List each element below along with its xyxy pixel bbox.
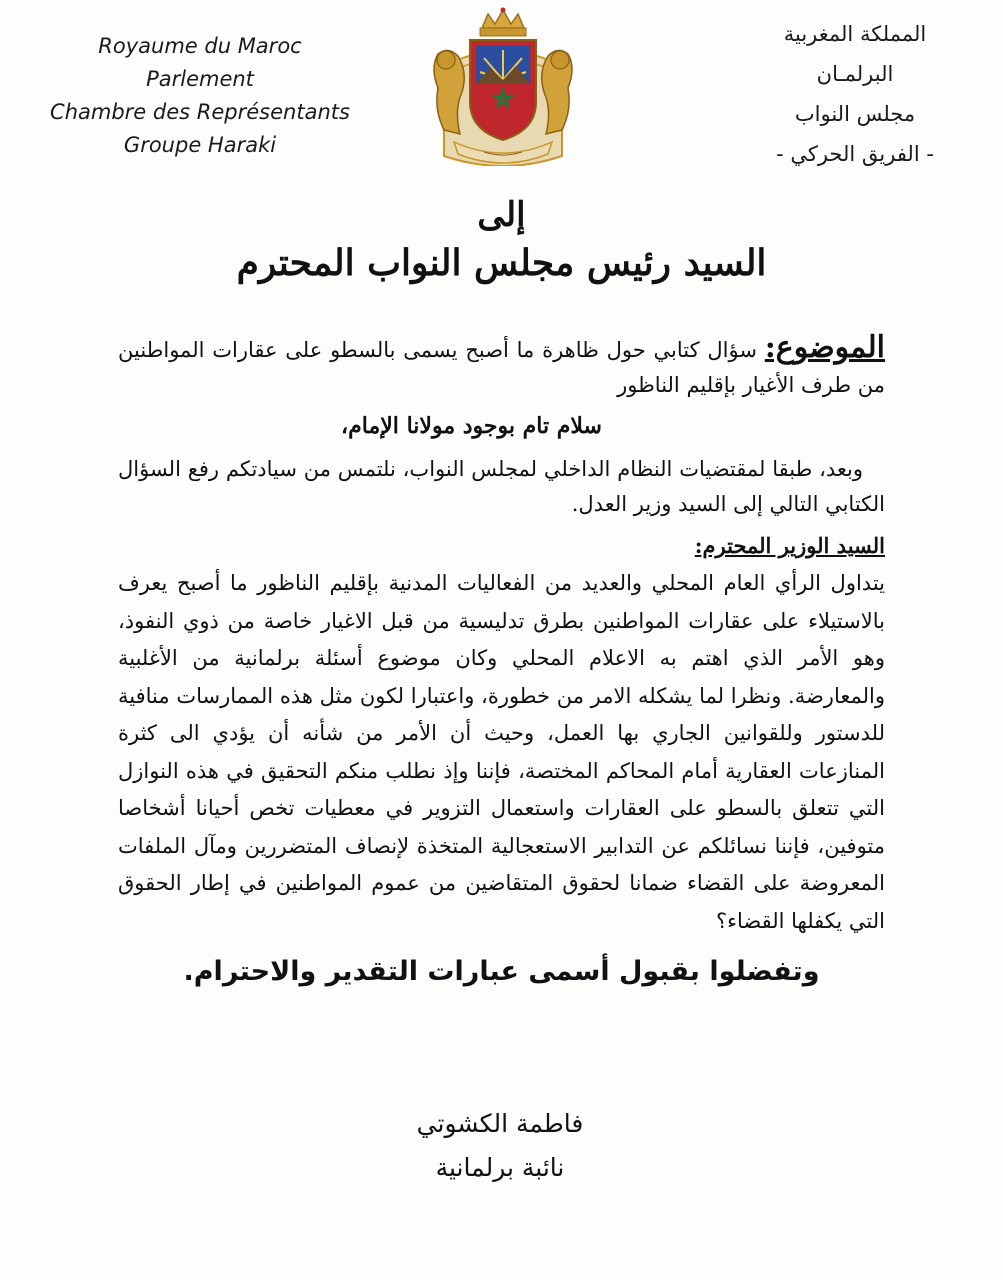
closing-formula: وتفضلوا بقبول أسمى عبارات التقدير والاحترام. xyxy=(183,956,820,987)
french-letterhead xyxy=(40,30,360,162)
signatory-role: نائبة برلمانية xyxy=(435,1153,565,1182)
addressee-title: السيد رئيس مجلس النواب المحترم xyxy=(236,242,767,284)
letterhead-line-kingdom: Royaume du Maroc xyxy=(98,34,302,58)
letterhead-ar-line-parliament: البرلمـان xyxy=(816,62,894,86)
signatory-name: فاطمة الكشوتي xyxy=(416,1109,584,1138)
signature-block xyxy=(360,1102,640,1190)
letterhead-ar-line-chamber: مجلس النواب xyxy=(794,102,916,126)
letterhead-line-group: Groupe Haraki xyxy=(123,133,277,157)
subject-text: سؤال كتابي حول ظاهرة ما أصبح يسمى بالسطو على عقارات المواطنين من طرف الأغيار بإقليم الناظور xyxy=(118,338,885,397)
minister-salutation: السيد الوزير المحترم: xyxy=(694,533,885,558)
arabic-letterhead xyxy=(755,14,955,174)
greeting: سلام تام بوجود مولانا الإمام، xyxy=(341,413,602,439)
letterhead-line-parliament: Parlement xyxy=(146,67,254,91)
letterhead-ar-line-kingdom: المملكة المغربية xyxy=(783,22,927,46)
subject-label: الموضوع: xyxy=(764,330,885,365)
intro-paragraph: وبعد، طبقا لمقتضيات النظام الداخلي لمجلس النواب، نلتمس من سيادتكم رفع السؤال الكتابي التالي إلى السيد وزير العدل. xyxy=(118,457,885,516)
letterhead-line-chamber: Chambre des Représentants xyxy=(50,100,350,124)
letterhead-ar-line-group: - الفريق الحركي - xyxy=(776,142,934,166)
addressee-prefix: إلى xyxy=(477,195,526,235)
letter-body xyxy=(118,330,885,989)
coat-of-arms-icon xyxy=(424,6,582,166)
question-paragraph: يتداول الرأي العام المحلي والعديد من الفعاليات المدنية بإقليم الناظور ما أصبح يعرف بالاستيلاء على عقارات المواطنين بطرق تدليسية من قبل الاغيار خاصة من ذوي النفوذ، وهو الأمر الذي اهتم به الاعلام المحلي وكان موضوع أسئلة برلمانية من الأغلبية والمعارضة. ونظرا لما يشكله الامر من خطورة، واعتبارا لكون مثل هذه الممارسات منافية للدستور وللقوانين الجاري بها العمل، وحيث أن الأمر من شأنه أن يؤدي الى كثرة المنازعات العقارية أمام المحاكم المختصة، فإننا وإذ نطلب منكم التحقيق في هذه النوازل التي تتعلق بالسطو على العقارات واستعمال التزوير في معطيات تخص أحيانا أشخاصا متوفين، فإننا نسائلكم عن التدابير الاستعجالية المتخذة لإنصاف المتضررين ومآل الملفات المعروضة على القضاء ضمانا لحقوق المتقاضين من عموم المواطنين في إطار الحقوق التي يكفلها القضاء؟ xyxy=(118,571,885,933)
subject-line xyxy=(118,330,885,403)
